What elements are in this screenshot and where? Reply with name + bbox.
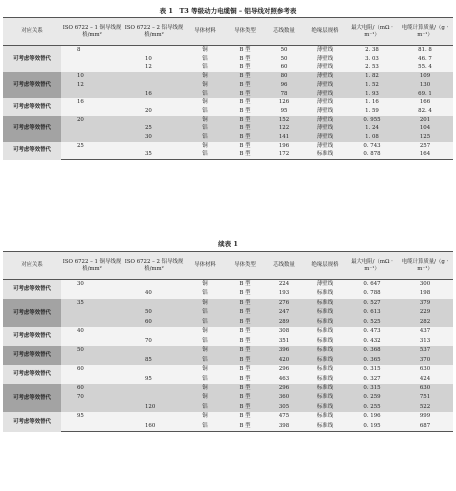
mass-cell: 313 [419, 337, 431, 344]
type-cell: B 型 [225, 150, 265, 159]
table-row [3, 63, 453, 72]
mass-cell: 999 [419, 413, 431, 420]
type-cell: B 型 [239, 281, 251, 287]
table-row [3, 327, 453, 336]
relation-cell: 可考虑等效替代 [3, 142, 61, 160]
table2 [3, 251, 453, 432]
mass-cell: 751 [419, 394, 431, 401]
cu-size-cell: 12 [77, 81, 84, 88]
table-row [3, 280, 453, 290]
mass-cell: 125 [419, 134, 431, 141]
resistance-cell: 0. 195 [347, 422, 397, 432]
material-cell: 铜 [202, 81, 208, 88]
relation-cell: 可考虑等效替代 [3, 72, 61, 98]
cu-size-cell: 10 [77, 73, 84, 80]
al-size-cell [123, 327, 185, 336]
mass-cell: 257 [419, 142, 431, 149]
resistance-cell: 0. 527 [363, 299, 381, 306]
insulation-cell: 薄壁线 [316, 134, 334, 141]
cu-size-cell [61, 403, 123, 412]
mass-cell: 109 [419, 73, 431, 80]
table-row [3, 337, 453, 346]
resistance-cell: 1. 52 [365, 81, 379, 88]
table-row [3, 422, 453, 432]
mass-cell: 687 [397, 422, 453, 432]
resistance-cell: 0. 525 [363, 318, 381, 325]
material-cell: 铝 [202, 55, 208, 62]
al-size-cell [123, 384, 185, 393]
insulation-cell: 薄壁线 [316, 47, 334, 53]
material-cell: 铜 [202, 394, 208, 401]
type-cell: B 型 [239, 309, 251, 316]
table-row [3, 72, 453, 81]
insulation-cell: 标准线 [316, 299, 334, 306]
strands-cell: 224 [278, 281, 290, 287]
resistance-cell: 1. 16 [365, 99, 379, 106]
cu-size-cell: 30 [77, 281, 84, 287]
resistance-cell: 0. 255 [363, 403, 381, 410]
type-cell: B 型 [239, 337, 251, 344]
al-size-cell: 30 [145, 134, 152, 141]
strands-cell: 141 [278, 134, 290, 141]
resistance-cell: 0. 368 [363, 347, 381, 354]
relation-cell: 可考虑等效替代 [3, 384, 61, 412]
cu-size-cell [61, 318, 123, 327]
type-cell: B 型 [239, 73, 251, 80]
resistance-cell: 1. 08 [365, 134, 379, 141]
insulation-cell: 薄壁线 [316, 90, 334, 97]
insulation-cell: 薄壁线 [316, 107, 334, 114]
type-cell: B 型 [239, 394, 251, 401]
type-cell: B 型 [239, 366, 251, 373]
mass-cell: 46. 7 [418, 55, 432, 62]
header-strands: 芯线数量 [265, 18, 303, 46]
strands-cell: 172 [265, 150, 303, 159]
table-row [3, 46, 453, 55]
type-cell: B 型 [239, 55, 251, 62]
strands-cell: 60 [280, 64, 288, 71]
type-cell: B 型 [239, 356, 251, 363]
mass-cell: 201 [419, 116, 431, 123]
table-row [3, 308, 453, 317]
type-cell: B 型 [239, 99, 251, 106]
header-al-size: ISO 6722 – 2 铝导线规格/mm² [123, 252, 185, 280]
strands-cell: 95 [280, 107, 288, 114]
insulation-cell: 标准线 [316, 384, 334, 391]
mass-cell: 55. 4 [418, 64, 432, 71]
insulation-cell: 标准线 [316, 290, 334, 297]
resistance-cell: 0. 788 [363, 290, 381, 297]
insulation-cell: 薄壁线 [316, 64, 334, 71]
strands-cell: 360 [278, 394, 290, 401]
insulation-cell: 薄壁线 [316, 81, 334, 88]
relation-cell: 可考虑等效替代 [3, 412, 61, 431]
mass-cell: 424 [419, 375, 431, 382]
type-cell: B 型 [239, 384, 251, 391]
resistance-cell: 1. 24 [365, 125, 379, 132]
header-type: 导体类型 [225, 252, 265, 280]
material-cell: 铜 [202, 347, 208, 354]
table2-caption: 续表 1 [218, 240, 238, 248]
header-cu-size: ISO 6722 – 1 铜导线规格/mm² [61, 18, 123, 46]
insulation-cell: 薄壁线 [316, 55, 334, 62]
material-cell: 铝 [202, 356, 208, 363]
strands-cell: 78 [280, 90, 288, 97]
type-cell: B 型 [239, 90, 251, 97]
resistance-cell: 0. 315 [363, 366, 381, 373]
table-row [3, 299, 453, 308]
al-size-cell: 20 [145, 107, 152, 114]
cu-size-cell: 50 [77, 347, 84, 354]
type-cell: B 型 [225, 422, 265, 432]
relation-cell: 可考虑等效替代 [3, 346, 61, 365]
mass-cell: 164 [397, 150, 453, 159]
cu-size-cell: 8 [77, 47, 81, 53]
cu-size-cell: 60 [77, 384, 84, 391]
cu-size-cell: 35 [77, 299, 84, 306]
mass-cell: 198 [419, 290, 431, 297]
table1-header-row [3, 18, 453, 46]
mass-cell: 130 [419, 81, 431, 88]
table-row [3, 107, 453, 116]
cu-size-cell: 60 [77, 366, 84, 373]
insulation-cell: 标准线 [303, 422, 347, 432]
cu-size-cell [61, 308, 123, 317]
resistance-cell: 0. 365 [363, 356, 381, 363]
table-row [3, 356, 453, 365]
mass-cell: 630 [419, 384, 431, 391]
al-size-cell: 16 [145, 90, 152, 97]
material-cell: 铜 [202, 413, 208, 420]
material-cell: 铜 [202, 281, 208, 287]
mass-cell: 82. 4 [418, 107, 432, 114]
strands-cell: 420 [278, 356, 290, 363]
material-cell: 铝 [202, 125, 208, 132]
al-size-cell [123, 81, 185, 90]
insulation-cell: 薄壁线 [316, 99, 334, 106]
insulation-cell: 标准线 [316, 309, 334, 316]
material-cell: 铜 [202, 99, 208, 106]
al-size-cell: 50 [145, 309, 152, 316]
material-cell: 铜 [202, 142, 208, 149]
table2-header-row [3, 252, 453, 280]
mass-cell: 104 [419, 125, 431, 132]
relation-cell: 可考虑等效替代 [3, 280, 61, 299]
resistance-cell: 1. 93 [365, 90, 379, 97]
type-cell: B 型 [239, 47, 251, 53]
mass-cell: 166 [419, 99, 431, 106]
resistance-cell: 0. 327 [363, 375, 381, 382]
cu-size-cell [61, 375, 123, 384]
strands-cell: 80 [280, 73, 288, 80]
insulation-cell: 薄壁线 [316, 73, 334, 80]
material-cell: 铜 [202, 328, 208, 335]
table-row [3, 98, 453, 107]
material-cell: 铝 [202, 90, 208, 97]
mass-cell: 379 [419, 299, 431, 306]
strands-cell: 126 [278, 99, 290, 106]
al-size-cell: 40 [145, 290, 152, 297]
insulation-cell: 薄壁线 [316, 142, 334, 149]
cu-size-cell [61, 356, 123, 365]
header-material: 导体材料 [185, 18, 225, 46]
mass-cell: 81. 8 [418, 47, 432, 53]
mass-cell: 370 [419, 356, 431, 363]
resistance-cell: 2. 53 [365, 64, 379, 71]
strands-cell: 289 [278, 318, 290, 325]
material-cell: 铝 [202, 107, 208, 114]
al-size-cell [123, 142, 185, 151]
strands-cell: 247 [278, 309, 290, 316]
header-type: 导体类型 [225, 18, 265, 46]
cu-size-cell [61, 337, 123, 346]
cu-size-cell: 16 [77, 99, 84, 106]
strands-cell: 475 [278, 413, 290, 420]
table-row [3, 124, 453, 133]
insulation-cell: 标准线 [316, 347, 334, 354]
material-cell: 铝 [185, 150, 225, 159]
table-row [3, 116, 453, 125]
table-row [3, 55, 453, 64]
header-cu-size: ISO 6722 – 1 铜导线规格/mm² [61, 252, 123, 280]
mass-cell: 300 [419, 281, 431, 287]
material-cell: 铜 [202, 47, 208, 53]
resistance-cell: 0. 315 [363, 384, 381, 391]
strands-cell: 308 [278, 328, 290, 335]
al-size-cell [123, 98, 185, 107]
table-row [3, 375, 453, 384]
type-cell: B 型 [239, 290, 251, 297]
resistance-cell: 0. 878 [347, 150, 397, 159]
type-cell: B 型 [239, 64, 251, 71]
header-relation: 对应关系 [3, 252, 61, 280]
table-row [3, 403, 453, 412]
material-cell: 铝 [202, 309, 208, 316]
insulation-cell: 标准线 [316, 356, 334, 363]
table-row [3, 365, 453, 374]
mass-cell: 537 [419, 347, 431, 354]
cu-size-cell: 70 [77, 394, 84, 401]
al-size-cell: 70 [145, 337, 152, 344]
type-cell: B 型 [239, 403, 251, 410]
insulation-cell: 标准线 [316, 366, 334, 373]
strands-cell: 50 [280, 47, 288, 53]
resistance-cell: 0. 196 [363, 413, 381, 420]
type-cell: B 型 [239, 375, 251, 382]
resistance-cell: 0. 613 [363, 309, 381, 316]
resistance-cell: 2. 38 [365, 47, 379, 53]
relation-cell: 可考虑等效替代 [3, 299, 61, 327]
material-cell: 铜 [202, 73, 208, 80]
insulation-cell: 标准线 [316, 413, 334, 420]
material-cell: 铜 [202, 384, 208, 391]
table-row [3, 346, 453, 355]
strands-cell: 396 [278, 347, 290, 354]
strands-cell: 122 [278, 125, 290, 132]
al-size-cell [123, 72, 185, 81]
resistance-cell: 0. 743 [363, 142, 381, 149]
resistance-cell: 1. 59 [365, 107, 379, 114]
al-size-cell [123, 280, 185, 290]
material-cell: 铝 [202, 337, 208, 344]
al-size-cell: 12 [145, 64, 152, 71]
insulation-cell: 薄壁线 [316, 125, 334, 132]
table-row [3, 133, 453, 142]
material-cell: 铝 [202, 318, 208, 325]
relation-cell: 可考虑等效替代 [3, 365, 61, 384]
al-size-cell: 60 [145, 318, 152, 325]
material-cell: 铝 [202, 375, 208, 382]
header-mass: 电缆计算质量/（g · m⁻¹） [397, 252, 453, 280]
cu-size-cell [61, 289, 123, 298]
al-size-cell: 160 [123, 422, 185, 432]
material-cell: 铜 [202, 299, 208, 306]
al-size-cell [123, 299, 185, 308]
material-cell: 铜 [202, 116, 208, 123]
header-resistance: 最大电阻/（mΩ · m⁻¹） [347, 252, 397, 280]
table-row [3, 90, 453, 99]
material-cell: 铜 [202, 366, 208, 373]
header-resistance: 最大电阻/（mΩ · m⁻¹） [347, 18, 397, 46]
header-material: 导体材料 [185, 252, 225, 280]
strands-cell: 351 [278, 337, 290, 344]
resistance-cell: 1. 82 [365, 73, 379, 80]
resistance-cell: 0. 432 [363, 337, 381, 344]
material-cell: 铝 [185, 422, 225, 432]
header-al-size: ISO 6722 – 2 铝导线规格/mm² [123, 18, 185, 46]
insulation-cell: 薄壁线 [316, 116, 334, 123]
table-row [3, 81, 453, 90]
insulation-cell: 标准线 [316, 394, 334, 401]
cu-size-cell [61, 107, 123, 116]
type-cell: B 型 [239, 125, 251, 132]
mass-cell: 437 [419, 328, 431, 335]
table-row [3, 318, 453, 327]
strands-cell: 152 [278, 116, 290, 123]
mass-cell: 229 [419, 309, 431, 316]
al-size-cell: 35 [123, 150, 185, 159]
header-mass: 电缆计算质量/（g · m⁻¹） [397, 18, 453, 46]
cu-size-cell: 40 [77, 328, 84, 335]
al-size-cell: 10 [145, 55, 152, 62]
type-cell: B 型 [239, 116, 251, 123]
insulation-cell: 标准线 [316, 403, 334, 410]
strands-cell: 276 [278, 299, 290, 306]
resistance-cell: 3. 03 [365, 55, 379, 62]
material-cell: 铝 [202, 403, 208, 410]
cu-size-cell [61, 124, 123, 133]
relation-cell: 可考虑等效替代 [3, 116, 61, 142]
header-insulation: 绝缘层规格 [303, 252, 347, 280]
strands-cell: 398 [265, 422, 303, 432]
relation-cell: 可考虑等效替代 [3, 98, 61, 115]
strands-cell: 296 [278, 366, 290, 373]
table-row [3, 289, 453, 298]
table-row [3, 384, 453, 393]
type-cell: B 型 [239, 413, 251, 420]
strands-cell: 193 [278, 290, 290, 297]
cu-size-cell: 20 [77, 116, 84, 123]
type-cell: B 型 [239, 134, 251, 141]
table-row [3, 142, 453, 151]
al-size-cell: 85 [145, 356, 152, 363]
insulation-cell: 薄壁线 [316, 281, 334, 287]
mass-cell: 69. 1 [418, 90, 432, 97]
table1 [3, 17, 453, 160]
al-size-cell: 25 [145, 125, 152, 132]
resistance-cell: 0. 473 [363, 328, 381, 335]
al-size-cell: 120 [145, 403, 156, 410]
cu-size-cell [61, 55, 123, 64]
relation-cell: 可考虑等效替代 [3, 46, 61, 73]
table-row [3, 393, 453, 402]
header-insulation: 绝缘层规格 [303, 18, 347, 46]
type-cell: B 型 [239, 328, 251, 335]
strands-cell: 196 [278, 142, 290, 149]
type-cell: B 型 [239, 107, 251, 114]
insulation-cell: 标准线 [316, 337, 334, 344]
material-cell: 铝 [202, 290, 208, 297]
mass-cell: 282 [419, 318, 431, 325]
al-size-cell [123, 412, 185, 421]
al-size-cell [123, 46, 185, 55]
material-cell: 铝 [202, 134, 208, 141]
cu-size-cell [61, 133, 123, 142]
resistance-cell: 0. 647 [363, 281, 381, 287]
table1-caption: 表 1 T3 等级动力电缆铜 – 铝导线对照参考表 [159, 7, 297, 15]
material-cell: 铝 [202, 64, 208, 71]
header-relation: 对应关系 [3, 18, 61, 46]
al-size-cell [123, 365, 185, 374]
al-size-cell [123, 393, 185, 402]
header-strands: 芯线数量 [265, 252, 303, 280]
resistance-cell: 0. 955 [363, 116, 381, 123]
strands-cell: 96 [280, 81, 288, 88]
cu-size-cell [61, 90, 123, 99]
type-cell: B 型 [239, 347, 251, 354]
table-row [3, 412, 453, 421]
mass-cell: 630 [419, 366, 431, 373]
strands-cell: 305 [278, 403, 290, 410]
al-size-cell [123, 346, 185, 355]
type-cell: B 型 [239, 318, 251, 325]
insulation-cell: 标准线 [316, 318, 334, 325]
strands-cell: 463 [278, 375, 290, 382]
cu-size-cell [61, 150, 123, 159]
insulation-cell: 标准线 [316, 328, 334, 335]
type-cell: B 型 [239, 81, 251, 88]
cu-size-cell [61, 422, 123, 432]
type-cell: B 型 [239, 299, 251, 306]
resistance-cell: 0. 259 [363, 394, 381, 401]
strands-cell: 50 [280, 55, 288, 62]
insulation-cell: 标准线 [303, 150, 347, 159]
insulation-cell: 标准线 [316, 375, 334, 382]
al-size-cell [123, 116, 185, 125]
table-row [3, 150, 453, 159]
cu-size-cell [61, 63, 123, 72]
strands-cell: 296 [278, 384, 290, 391]
mass-cell: 522 [419, 403, 431, 410]
cu-size-cell: 25 [77, 142, 84, 149]
cu-size-cell: 95 [77, 413, 84, 420]
type-cell: B 型 [239, 142, 251, 149]
relation-cell: 可考虑等效替代 [3, 327, 61, 346]
al-size-cell: 95 [145, 375, 152, 382]
